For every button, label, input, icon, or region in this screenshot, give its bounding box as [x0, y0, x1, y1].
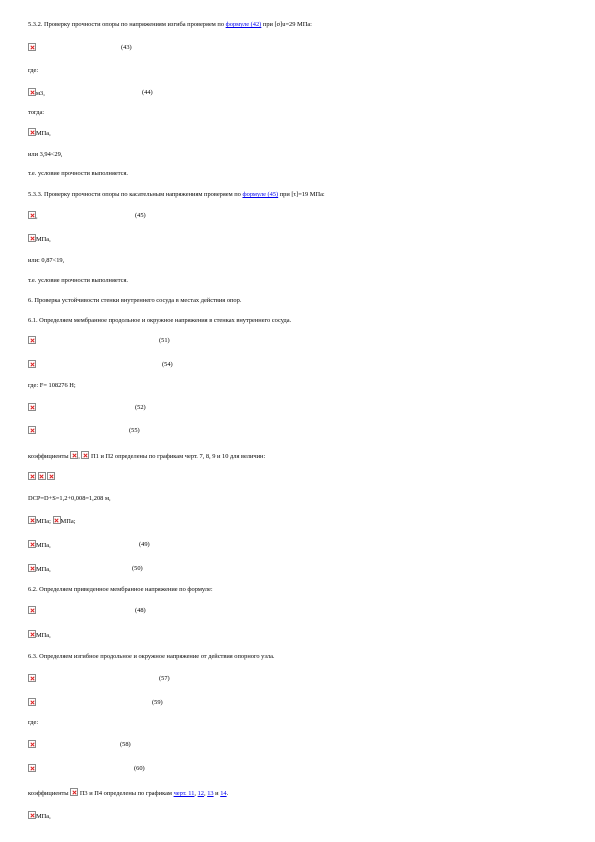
equation-number: (59): [152, 699, 163, 706]
equation-number: (60): [134, 765, 145, 772]
formula-line: , (45): [28, 211, 38, 221]
broken-image-icon: [28, 336, 36, 344]
equation-number: (52): [135, 404, 146, 411]
formula-line: м3, (44): [28, 88, 45, 98]
broken-image-icon: [28, 516, 36, 524]
broken-image-icon: [70, 788, 78, 796]
broken-image-icon: [28, 740, 36, 748]
equation-number: (48): [135, 607, 146, 614]
broken-image-icon: [28, 764, 36, 772]
formula-line: [28, 764, 145, 774]
formula-line: МПа; МПа;: [28, 516, 75, 526]
text-line: т.е. условие прочности выполняется.: [28, 170, 128, 177]
chart-13-link[interactable]: 13: [207, 790, 214, 797]
equation-number: (54): [162, 361, 173, 368]
broken-image-icon: [28, 88, 36, 96]
equation-number: (51): [159, 337, 170, 344]
broken-image-icon: [28, 540, 36, 548]
formula-line: [28, 472, 55, 482]
broken-image-icon: [28, 630, 36, 638]
broken-image-icon: [81, 451, 89, 459]
section-heading: 6.1. Определяем мембранное продольное и окружное напряжения в стенках внутреннего сосуда.: [28, 317, 292, 324]
formula-45-link[interactable]: формуле (45): [242, 191, 279, 198]
section-heading: 6.2. Определяем приведенное мембранное напряжение по формуле:: [28, 586, 213, 593]
broken-image-icon: [28, 360, 36, 368]
section-heading: 6.3. Определяем изгибное продольное и окружное напряжение от действия опорного узла.: [28, 653, 275, 660]
formula-line: [28, 740, 131, 750]
text-line: где: F= 108276 Н;: [28, 382, 76, 389]
broken-image-icon: [53, 516, 61, 524]
broken-image-icon: [28, 426, 36, 434]
broken-image-icon: [70, 451, 78, 459]
section-heading: 6. Проверка устойчивости стенки внутреннего сосуда в местах действия опор.: [28, 297, 242, 304]
chart-14-link[interactable]: 14: [220, 790, 227, 797]
text-line: т.е. условие прочности выполняется.: [28, 277, 128, 284]
text-line: где:: [28, 67, 39, 74]
formula-line: [28, 674, 170, 684]
formula-line: МПа,: [28, 630, 51, 640]
broken-image-icon: [28, 811, 36, 819]
equation-number: (45): [135, 212, 146, 219]
broken-image-icon: [28, 211, 36, 219]
text-line: или 3,94<29,: [28, 151, 63, 158]
broken-image-icon: [28, 564, 36, 572]
equation-number: (55): [129, 427, 140, 434]
chart-12-link[interactable]: 12: [197, 790, 204, 797]
text-line: или: 0,87<19,: [28, 257, 65, 264]
formula-line: [28, 698, 163, 708]
formula-line: МПа, (50): [28, 564, 51, 574]
equation-number: (49): [139, 541, 150, 548]
formula-line: МПа, (49): [28, 540, 51, 550]
chart-11-link[interactable]: черт. 11: [173, 790, 195, 797]
equation-number: (44): [142, 89, 153, 96]
formula-line: МПа,: [28, 811, 51, 821]
formula-line: [28, 606, 146, 616]
text-line: 5.3.3. Проверку прочности опоры по касательным напряжениям проверяем по формуле (45) при [τ]=19 МПа:: [28, 191, 325, 198]
text-line: где:: [28, 719, 39, 726]
equation-number: (58): [120, 741, 131, 748]
formula-line: [28, 426, 140, 436]
broken-image-icon: [28, 128, 36, 136]
formula-line: [28, 336, 170, 346]
text-line: коэффициенты П3 и П4 определены по графикам черт. 11, 12, 13 и 14.: [28, 790, 229, 797]
text-line: тогда:: [28, 109, 45, 116]
equation-number: (43): [121, 44, 132, 51]
text-line: коэффициенты , П1 и П2 определены по графикам черт. 7, 8, 9 и 10 для величин:: [28, 453, 266, 460]
broken-image-icon: [28, 606, 36, 614]
equation-number: (57): [159, 675, 170, 682]
broken-image-icon: [38, 472, 46, 480]
text-line: DCP=D+S=1,2+0,008=1,208 м,: [28, 495, 111, 502]
formula-line: МПа,: [28, 128, 51, 138]
equation-number: (50): [132, 565, 143, 572]
broken-image-icon: [28, 698, 36, 706]
formula-42-link[interactable]: формуле (42): [225, 21, 262, 28]
text-line: 5.3.2. Проверку прочности опоры по напряжениям изгиба проверяем по формуле (42) при [σ]u=29 МПа:: [28, 21, 312, 28]
formula-line: [28, 360, 173, 370]
broken-image-icon: [28, 234, 36, 242]
formula-line: [28, 403, 146, 413]
formula-line: [28, 43, 132, 53]
broken-image-icon: [28, 674, 36, 682]
broken-image-icon: [28, 403, 36, 411]
broken-image-icon: [28, 43, 36, 51]
formula-line: МПа,: [28, 234, 51, 244]
broken-image-icon: [28, 472, 36, 480]
broken-image-icon: [47, 472, 55, 480]
